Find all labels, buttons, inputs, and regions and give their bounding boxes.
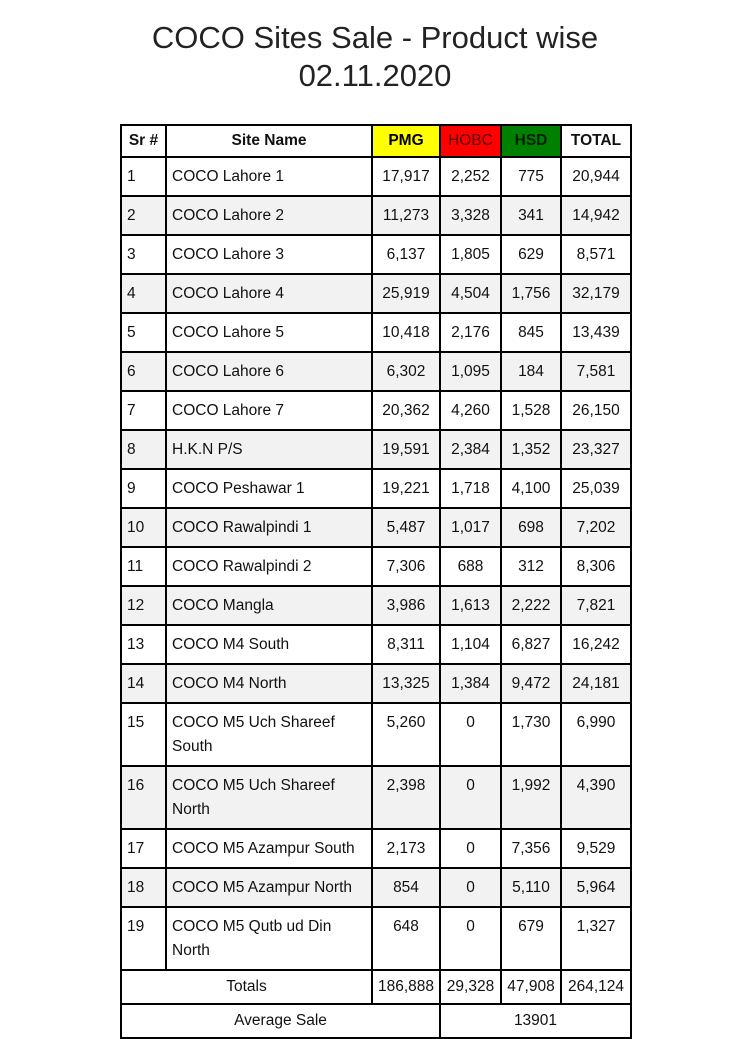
header-hobc: HOBC: [440, 125, 501, 157]
cell-hsd: 845: [501, 313, 561, 352]
cell-site-name: COCO M5 Uch Shareef North: [166, 766, 372, 829]
cell-total: 24,181: [561, 664, 631, 703]
totals-row: [121, 970, 631, 1004]
cell-site-name: COCO Lahore 6: [166, 352, 372, 391]
average-row: [121, 1004, 631, 1038]
totals-hobc: 29,328: [440, 970, 501, 1004]
table-row: [121, 664, 631, 703]
cell-hobc: 3,328: [440, 196, 501, 235]
cell-total: 23,327: [561, 430, 631, 469]
cell-sr: 14: [121, 664, 166, 703]
cell-pmg: 854: [372, 868, 440, 907]
cell-hsd: 7,356: [501, 829, 561, 868]
totals-label: Totals: [121, 970, 372, 1004]
totals-hsd: 47,908: [501, 970, 561, 1004]
cell-hobc: 0: [440, 829, 501, 868]
cell-hobc: 0: [440, 868, 501, 907]
cell-sr: 16: [121, 766, 166, 829]
cell-pmg: 25,919: [372, 274, 440, 313]
cell-site-name: COCO Lahore 1: [166, 157, 372, 196]
table-body: [121, 157, 631, 970]
cell-hobc: 1,718: [440, 469, 501, 508]
cell-hobc: 2,252: [440, 157, 501, 196]
cell-pmg: 8,311: [372, 625, 440, 664]
table-row: [121, 157, 631, 196]
cell-site-name: H.K.N P/S: [166, 430, 372, 469]
cell-hsd: 184: [501, 352, 561, 391]
cell-sr: 7: [121, 391, 166, 430]
cell-pmg: 3,986: [372, 586, 440, 625]
cell-site-name: COCO Lahore 2: [166, 196, 372, 235]
cell-hobc: 1,104: [440, 625, 501, 664]
report-title: COCO Sites Sale - Product wise: [151, 20, 599, 55]
cell-site-name: COCO M5 Azampur South: [166, 829, 372, 868]
cell-hobc: 688: [440, 547, 501, 586]
cell-hobc: 0: [440, 766, 501, 829]
cell-total: 8,306: [561, 547, 631, 586]
cell-sr: 3: [121, 235, 166, 274]
report-date: 02.11.2020: [298, 58, 452, 93]
cell-sr: 9: [121, 469, 166, 508]
table-row: [121, 766, 631, 829]
cell-sr: 4: [121, 274, 166, 313]
table-row: [121, 508, 631, 547]
cell-sr: 5: [121, 313, 166, 352]
table-row: [121, 274, 631, 313]
cell-hsd: 698: [501, 508, 561, 547]
cell-hsd: 2,222: [501, 586, 561, 625]
cell-total: 25,039: [561, 469, 631, 508]
cell-total: 7,581: [561, 352, 631, 391]
cell-total: 16,242: [561, 625, 631, 664]
cell-site-name: COCO Peshawar 1: [166, 469, 372, 508]
cell-sr: 17: [121, 829, 166, 868]
cell-pmg: 20,362: [372, 391, 440, 430]
table-row: [121, 430, 631, 469]
cell-hsd: 4,100: [501, 469, 561, 508]
cell-pmg: 2,398: [372, 766, 440, 829]
cell-hobc: 2,384: [440, 430, 501, 469]
cell-hobc: 1,095: [440, 352, 501, 391]
cell-pmg: 6,302: [372, 352, 440, 391]
cell-pmg: 17,917: [372, 157, 440, 196]
cell-hsd: 1,352: [501, 430, 561, 469]
cell-hsd: 6,827: [501, 625, 561, 664]
cell-site-name: COCO Rawalpindi 1: [166, 508, 372, 547]
cell-site-name: COCO Lahore 3: [166, 235, 372, 274]
cell-site-name: COCO M5 Qutb ud Din North: [166, 907, 372, 970]
cell-hobc: 2,176: [440, 313, 501, 352]
cell-pmg: 2,173: [372, 829, 440, 868]
cell-hobc: 0: [440, 703, 501, 766]
cell-site-name: COCO Mangla: [166, 586, 372, 625]
table-row: [121, 586, 631, 625]
cell-pmg: 19,591: [372, 430, 440, 469]
cell-total: 7,821: [561, 586, 631, 625]
cell-total: 4,390: [561, 766, 631, 829]
cell-sr: 6: [121, 352, 166, 391]
header-pmg: PMG: [372, 125, 440, 157]
cell-total: 1,327: [561, 907, 631, 970]
cell-hsd: 775: [501, 157, 561, 196]
cell-pmg: 5,260: [372, 703, 440, 766]
cell-site-name: COCO Lahore 4: [166, 274, 372, 313]
cell-sr: 8: [121, 430, 166, 469]
cell-pmg: 648: [372, 907, 440, 970]
table-row: [121, 235, 631, 274]
cell-hsd: 679: [501, 907, 561, 970]
cell-hobc: 1,017: [440, 508, 501, 547]
cell-sr: 1: [121, 157, 166, 196]
cell-hobc: 1,384: [440, 664, 501, 703]
cell-pmg: 5,487: [372, 508, 440, 547]
cell-site-name: COCO M5 Uch Shareef South: [166, 703, 372, 766]
cell-hobc: 1,805: [440, 235, 501, 274]
table-row: [121, 313, 631, 352]
cell-pmg: 10,418: [372, 313, 440, 352]
cell-sr: 12: [121, 586, 166, 625]
cell-hsd: 1,992: [501, 766, 561, 829]
cell-total: 20,944: [561, 157, 631, 196]
cell-hobc: 0: [440, 907, 501, 970]
table-row: [121, 352, 631, 391]
average-value: 13901: [440, 1004, 631, 1038]
cell-sr: 10: [121, 508, 166, 547]
cell-sr: 15: [121, 703, 166, 766]
cell-hobc: 1,613: [440, 586, 501, 625]
cell-site-name: COCO Lahore 5: [166, 313, 372, 352]
table-row: [121, 829, 631, 868]
header-hsd: HSD: [501, 125, 561, 157]
cell-pmg: 13,325: [372, 664, 440, 703]
cell-sr: 19: [121, 907, 166, 970]
header-site-name: Site Name: [166, 125, 372, 157]
cell-pmg: 11,273: [372, 196, 440, 235]
cell-pmg: 7,306: [372, 547, 440, 586]
cell-pmg: 6,137: [372, 235, 440, 274]
cell-total: 8,571: [561, 235, 631, 274]
cell-hsd: 341: [501, 196, 561, 235]
cell-sr: 11: [121, 547, 166, 586]
table-row: [121, 625, 631, 664]
cell-total: 6,990: [561, 703, 631, 766]
cell-hobc: 4,260: [440, 391, 501, 430]
cell-total: 26,150: [561, 391, 631, 430]
cell-hsd: 5,110: [501, 868, 561, 907]
cell-total: 5,964: [561, 868, 631, 907]
table-row: [121, 547, 631, 586]
header-sr: Sr #: [121, 125, 166, 157]
totals-pmg: 186,888: [372, 970, 440, 1004]
cell-site-name: COCO Lahore 7: [166, 391, 372, 430]
cell-total: 7,202: [561, 508, 631, 547]
sales-table: [120, 124, 632, 1039]
cell-total: 32,179: [561, 274, 631, 313]
table-row: [121, 391, 631, 430]
cell-site-name: COCO M4 South: [166, 625, 372, 664]
table-row: [121, 196, 631, 235]
average-label: Average Sale: [121, 1004, 440, 1038]
header-total: TOTAL: [561, 125, 631, 157]
cell-total: 13,439: [561, 313, 631, 352]
cell-sr: 13: [121, 625, 166, 664]
table-header-row: [121, 125, 631, 157]
cell-hsd: 9,472: [501, 664, 561, 703]
cell-hsd: 1,730: [501, 703, 561, 766]
table-row: [121, 703, 631, 766]
cell-sr: 2: [121, 196, 166, 235]
cell-hsd: 629: [501, 235, 561, 274]
table-row: [121, 868, 631, 907]
cell-hsd: 1,528: [501, 391, 561, 430]
cell-site-name: COCO M5 Azampur North: [166, 868, 372, 907]
table-row: [121, 907, 631, 970]
cell-site-name: COCO M4 North: [166, 664, 372, 703]
cell-pmg: 19,221: [372, 469, 440, 508]
cell-total: 9,529: [561, 829, 631, 868]
cell-hsd: 312: [501, 547, 561, 586]
totals-total: 264,124: [561, 970, 631, 1004]
cell-sr: 18: [121, 868, 166, 907]
cell-site-name: COCO Rawalpindi 2: [166, 547, 372, 586]
cell-total: 14,942: [561, 196, 631, 235]
cell-hsd: 1,756: [501, 274, 561, 313]
cell-hobc: 4,504: [440, 274, 501, 313]
table-row: [121, 469, 631, 508]
